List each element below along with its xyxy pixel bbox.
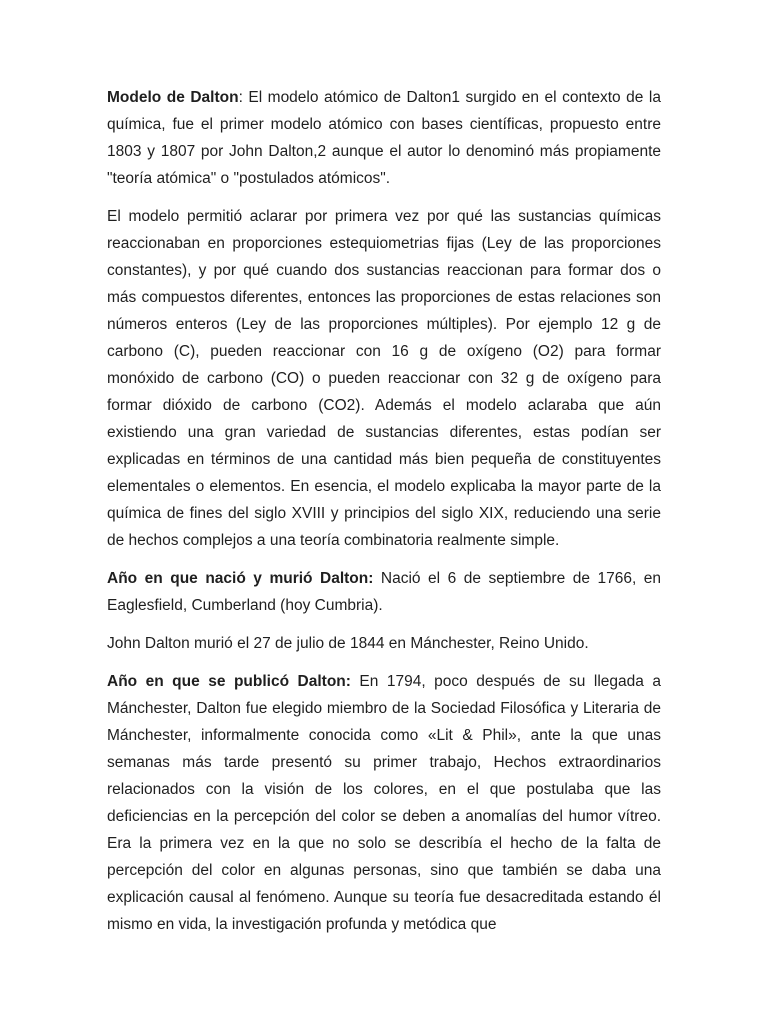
paragraph-heading: Año en que nació y murió Dalton: — [107, 570, 374, 587]
paragraph-heading: Año en que se publicó Dalton: — [107, 673, 351, 690]
paragraph-nacimiento — [107, 565, 661, 619]
paragraph-modelo-explicacion — [107, 203, 661, 554]
paragraph-publicacion — [107, 668, 661, 938]
paragraph-modelo-de-dalton — [107, 84, 661, 192]
paragraph-body: El modelo permitió aclarar por primera vez por qué las sustancias químicas reaccionaban en proporciones estequiometrias fijas (Ley de las proporciones constantes), y por qué cuando dos sustancias reaccionan para formar dos o más compuestos diferentes, entonces las proporciones de estas relaciones son números enteros (Ley de las proporciones múltiples). Por ejemplo 12 g de carbono (C), pueden reaccionar con 16 g de oxígeno (O2) para formar monóxido de carbono (CO) o pueden reaccionar con 32 g de oxígeno para formar dióxido de carbono (CO2). Además el modelo aclaraba que aún existiendo una gran variedad de sustancias diferentes, estas podían ser explicadas en términos de una cantidad más bien pequeña de constituyentes elementales o elementos. En esencia, el modelo explicaba la mayor parte de la química de fines del siglo XVIII y principios del siglo XIX, reduciendo una serie de hechos complejos a una teoría combinatoria realmente simple. — [107, 208, 661, 549]
paragraph-muerte — [107, 630, 661, 657]
paragraph-body: John Dalton murió el 27 de julio de 1844 en Mánchester, Reino Unido. — [107, 635, 589, 652]
paragraph-body: En 1794, poco después de su llegada a Mánchester, Dalton fue elegido miembro de la Sociedad Filosófica y Literaria de Mánchester, informalmente conocida como «Lit & Phil», ante la que unas semanas más tarde presentó su primer trabajo, Hechos extraordinarios relacionados con la visión de los colores, en el que postulaba que las deficiencias en la percepción del color se deben a anomalías del humor vítreo. Era la primera vez en la que no solo se describía el hecho de la falta de percepción del color en algunas personas, sino que también se daba una explicación causal al fenómeno. Aunque su teoría fue desacreditada estando él mismo en vida, la investigación profunda y metódica que — [107, 673, 661, 933]
paragraph-body: Nació el 6 de septiembre de 1766, en Eaglesfield, Cumberland (hoy Cumbria). — [107, 570, 662, 614]
document-page — [107, 84, 661, 949]
paragraph-heading: Modelo de Dalton — [107, 89, 239, 106]
paragraph-body: : El modelo atómico de Dalton1 surgido en el contexto de la química, fue el primer modelo atómico con bases científicas, propuesto entre 1803 y 1807 por John Dalton,2 aunque el autor lo denominó más propiamente "teoría atómica" o "postulados atómicos". — [107, 89, 661, 187]
